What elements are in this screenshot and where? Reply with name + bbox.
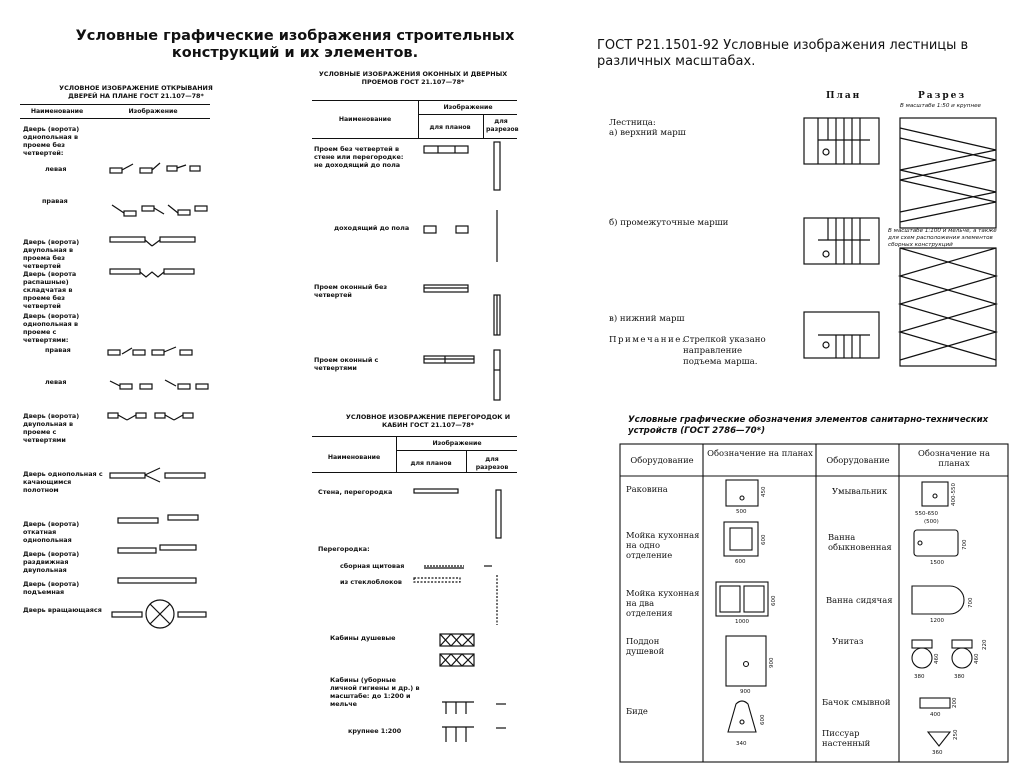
dim-pissuar-w: 360	[932, 750, 943, 756]
sanitary-right-item-2: Ванна обыкновенная	[828, 532, 892, 552]
partitions-heading: УСЛОВНОЕ ИЗОБРАЖЕНИЕ ПЕРЕГОРОДОК И КАБИН ГОСТ 21.107—78*	[345, 413, 511, 429]
dim-pissuar-h: 250	[953, 729, 959, 740]
sanitary-col-symbol-2: Обозначение на планах	[918, 448, 990, 468]
doors-col-image: Изображение	[128, 108, 178, 115]
partition-item-2: Перегородка:	[318, 545, 370, 553]
openings-heading: УСЛОВНЫЕ ИЗОБРАЖЕНИЯ ОКОННЫХ И ДВЕРНЫХ ПРОЕМОВ ГОСТ 21.107—78*	[318, 70, 508, 86]
dim-umyv-w2: (500)	[924, 519, 939, 525]
stairs-label-main: Лестница:	[609, 118, 656, 128]
opening-item-4: Проем оконный с четвертями	[314, 356, 379, 372]
door-item-1: Дверь (ворота) однопольная в проеме без четвертей:	[23, 125, 80, 157]
stairs-note-label: Примечание.	[609, 335, 687, 345]
openings-col-image: Изображение	[443, 104, 493, 111]
partitions-col-section: для разрезов	[475, 456, 509, 471]
door-item-4: Дверь (ворота) двупольная в проема без четвертей	[23, 238, 80, 270]
door-item-7: правая	[45, 346, 71, 354]
partition-item-3: сборная щитовая	[340, 562, 405, 570]
left-page-title: Условные графические изображения строительных конструкций и их элементов.	[75, 28, 515, 61]
openings-col-name: Наименование	[338, 116, 392, 123]
door-item-8: левая	[45, 378, 67, 386]
door-item-6: Дверь (ворота) однопольная в проеме с четвертями:	[23, 312, 80, 344]
dim-vanna-sid-h: 700	[968, 597, 974, 608]
dim-rakovina-h: 450	[761, 486, 767, 497]
partition-item-7: крупнее 1:200	[348, 727, 402, 735]
dim-unitaz-h2: 460	[974, 653, 980, 664]
dim-bachok-w: 400	[930, 712, 941, 718]
dim-vanna-h: 700	[962, 539, 968, 550]
right-page-title: ГОСТ Р21.1501-92 Условные изображения лестницы в различных масштабах.	[597, 38, 969, 69]
door-item-9: Дверь (ворота) двупольная в проеме с четвертями	[23, 412, 80, 444]
dim-vanna-w: 1500	[930, 560, 944, 566]
door-item-11: Дверь (ворота) откатная однопольная	[23, 520, 80, 544]
sanitary-right-item-4: Унитаз	[832, 636, 864, 646]
dim-unitaz-w1: 380	[914, 674, 925, 680]
stairs-scale-note-1: В масштабе 1:50 и крупнее	[900, 103, 982, 109]
stairs-label-b: б) промежуточные марши	[609, 218, 729, 228]
sanitary-right-item-5: Бачок смывной	[822, 697, 891, 707]
partitions-col-image: Изображение	[432, 440, 482, 447]
sanitary-col-equipment-2: Оборудование	[826, 455, 890, 465]
stairs-scale-note-2: В масштабе 1:100 и мельче, а также для схем расположения элементов сборных конструкций	[888, 228, 997, 248]
dim-moika1-h: 600	[761, 534, 767, 545]
doors-col-name: Наименование	[30, 108, 84, 115]
dim-poddon-w: 900	[740, 689, 751, 695]
sanitary-right-item-6: Писсуар настенный	[822, 728, 871, 748]
sanitary-right-item-3: Ванна сидячая	[826, 595, 893, 605]
openings-col-plan: для планов	[429, 124, 471, 131]
dim-unitaz-h3: 220	[982, 639, 988, 650]
sanitary-col-equipment-1: Оборудование	[630, 455, 694, 465]
dim-moika2-w: 1000	[735, 619, 749, 625]
dim-poddon-h: 900	[769, 657, 775, 668]
sanitary-left-item-4: Поддон душевой	[626, 636, 665, 656]
doors-heading: УСЛОВНОЕ ИЗОБРАЖЕНИЕ ОТКРЫВАНИЯ ДВЕРЕЙ НА ПЛАНЕ ГОСТ 21.107—78*	[59, 84, 213, 100]
dim-unitaz-h1: 460	[934, 653, 940, 664]
dim-umyv-h: 400-550	[951, 483, 957, 506]
door-item-5: Дверь (ворота распашные) складчатая в проеме без четвертей	[23, 270, 77, 310]
dim-moika2-h: 600	[771, 595, 777, 606]
sanitary-left-item-2: Мойка кухонная на одно отделение	[626, 530, 700, 560]
stairs-label-a: а) верхний марш	[609, 128, 686, 138]
dim-rakovina-w: 500	[736, 509, 747, 515]
partition-item-4: из стеклоблоков	[340, 578, 402, 586]
opening-item-3: Проем оконный без четвертей	[314, 283, 388, 299]
door-item-13: Дверь (ворота) подъемная	[23, 580, 80, 596]
partitions-col-name: Наименование	[327, 454, 381, 461]
stairs-label-c: в) нижний марш	[609, 314, 685, 324]
partitions-col-plan: для планов	[410, 460, 452, 467]
sanitary-heading: Условные графические обозначения элементов санитарно-технических устройств (ГОСТ 2786—70*)	[628, 415, 989, 436]
dim-moika1-w: 600	[735, 559, 746, 565]
door-item-2: левая	[45, 165, 67, 173]
door-item-10: Дверь однопольная с качающимся полотном	[23, 470, 103, 494]
partition-item-1: Стена, перегородка	[318, 488, 393, 496]
dim-vanna-sid-w: 1200	[930, 618, 944, 624]
stairs-note-text: Стрелкой указано направление подъема марша.	[683, 335, 766, 367]
dim-bachok-h: 200	[952, 697, 958, 708]
stairs-col-plan: План	[826, 91, 862, 101]
opening-item-2: доходящий до пола	[334, 224, 410, 232]
sanitary-right-item-1: Умывальник	[832, 486, 888, 496]
sanitary-left-item-3: Мойка кухонная на два отделения	[626, 588, 700, 618]
dim-bide-w: 340	[736, 741, 747, 747]
dim-bide-h: 600	[760, 714, 766, 725]
partition-item-6: Кабины (уборные личной гигиены и др.) в масштабе: до 1:200 и мельче	[330, 676, 420, 708]
partition-item-5: Кабины душевые	[330, 634, 396, 642]
opening-item-1: Проем без четвертей в стене или перегородке: не доходящий до пола	[314, 145, 404, 169]
door-item-12: Дверь (ворота) раздвижная двупольная	[23, 550, 80, 574]
dim-umyv-w: 550-650	[915, 511, 938, 517]
door-item-14: Дверь вращающаяся	[23, 606, 102, 614]
door-item-3: правая	[42, 197, 68, 205]
sanitary-left-item-1: Раковина	[626, 484, 668, 494]
dim-unitaz-w2: 380	[954, 674, 965, 680]
stairs-col-section: Разрез	[918, 91, 967, 101]
sanitary-left-item-5: Биде	[626, 706, 648, 716]
openings-col-section: для разрезов	[486, 118, 519, 133]
sanitary-col-symbol-1: Обозначение на планах	[707, 448, 813, 458]
